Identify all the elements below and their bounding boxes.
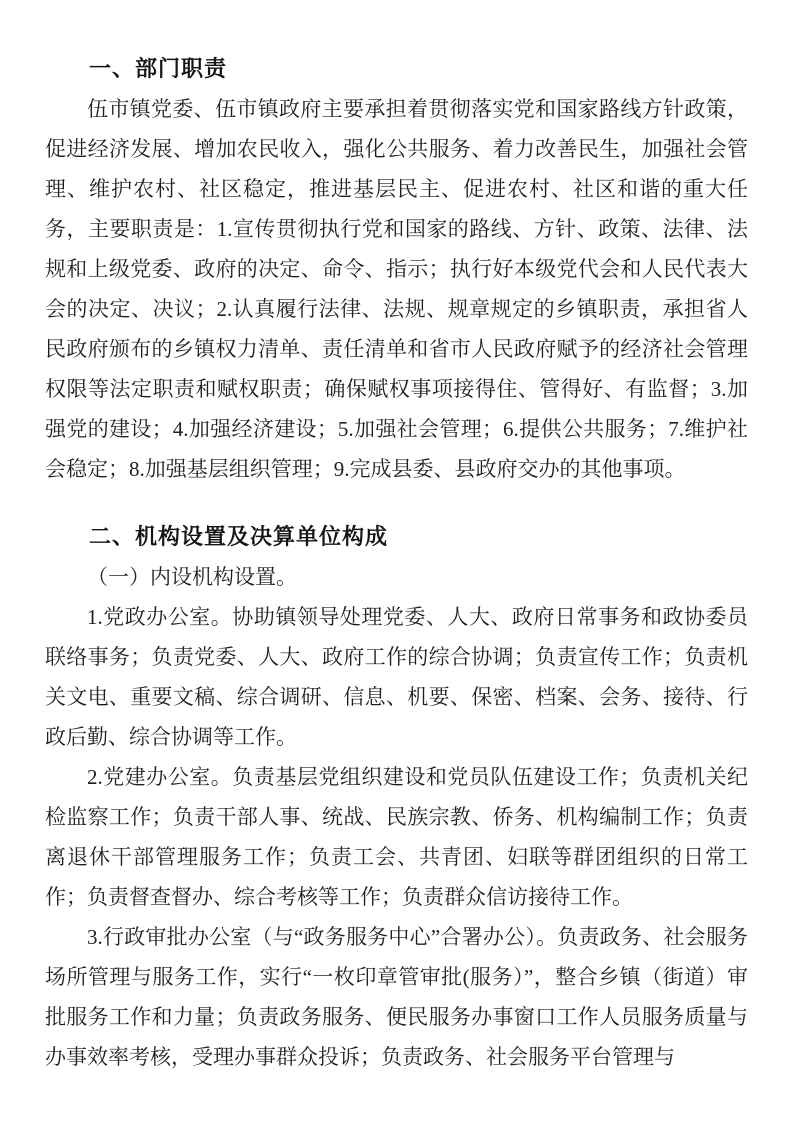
section-1-paragraph: 伍市镇党委、伍市镇政府主要承担着贯彻落实党和国家路线方针政策，促进经济发展、增加农民收入，强化公共服务、着力改善民生，加强社会管理、维护农村、社区稳定，推进基层民主、促进农村、社区和谐的重大任务，主要职责是：1.宣传贯彻执行党和国家的路线、方针、政策、法律、法规和上级党委、政府的决定、命令、指示；执行好本级党代会和人民代表大会的决定、决议；2.认真履行法律、法规、规章规定的乡镇职责，承担省人民政府颁布的乡镇权力清单、责任清单和省市人民政府赋予的经济社会管理权限等法定职责和赋权职责；确保赋权事项接得住、管得好、有监督；3.加强党的建设；4.加强经济建设；5.加强社会管理；6.提供公共服务；7.维护社会稳定；8.加强基层组织管理；9.完成县委、县政府交办的其他事项。 bbox=[45, 97, 748, 481]
section-2-subsection-heading: （一）内设机构设置。 bbox=[87, 565, 297, 589]
org-item-3-paragraph: 3.行政审批办公室（与“政务服务中心”合署办公）。负责政务、社会服务场所管理与服务工作，实行“一枚印章管审批(服务）”，整合乡镇（街道）审批服务工作和力量；负责政务服务、便民服务办事窗口工作人员服务质量与办事效率考核，受理办事群众投诉；负责政务、社会服务平台管理与 bbox=[45, 925, 748, 1069]
section-2-heading: 二、机构设置及决算单位构成 bbox=[89, 524, 389, 549]
org-item-2-paragraph: 2.党建办公室。负责基层党组织建设和党员队伍建设工作；负责机关纪检监察工作；负责干部人事、统战、民族宗教、侨务、机构编制工作；负责离退休干部管理服务工作；负责工会、共青团、妇联等群团组织的日常工作；负责督查督办、综合考核等工作；负责群众信访接待工作。 bbox=[45, 765, 748, 909]
org-item-1-paragraph: 1.党政办公室。协助镇领导处理党委、人大、政府日常事务和政协委员联络事务；负责党委、人大、政府工作的综合协调；负责宣传工作；负责机关文电、重要文稿、综合调研、信息、机要、保密、档案、会务、接待、行政后勤、综合协调等工作。 bbox=[45, 605, 748, 749]
section-1-heading: 一、部门职责 bbox=[89, 56, 228, 81]
